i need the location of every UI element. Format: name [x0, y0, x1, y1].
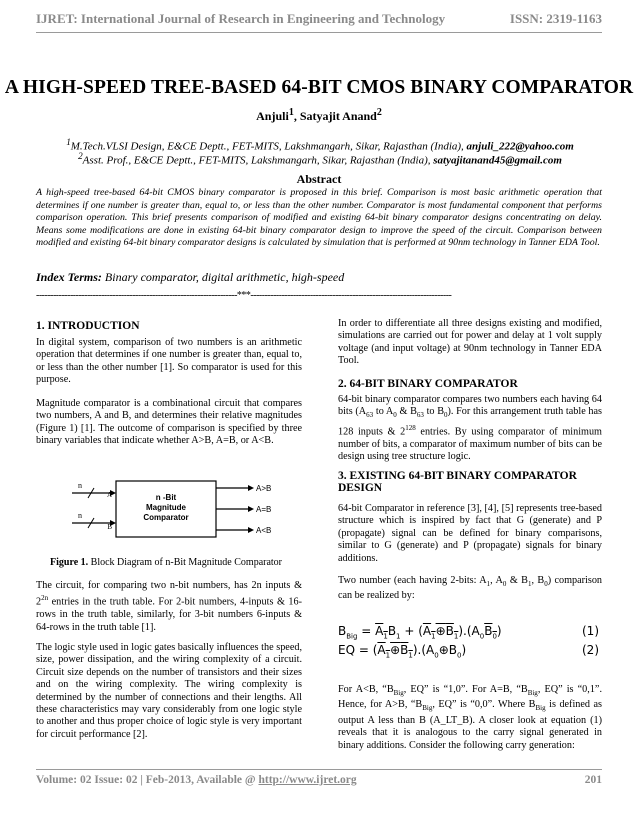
block-diagram-figure — [68, 475, 288, 545]
index-terms: Index Terms: Binary comparator, digital arithmetic, high-speed — [36, 270, 345, 284]
footer-rule — [36, 769, 602, 770]
box-line-3: Comparator — [143, 513, 189, 522]
paper-title: A HIGH-SPEED TREE-BASED 64-BIT CMOS BINARY COMPARATOR — [4, 77, 634, 98]
output-eq-arrow — [248, 506, 254, 512]
intro-paragraph-1: In digital system, comparison of two numbers is an arithmetic operation that determines if one number is greater than, equal to, or less than the other number [1]. So comparator is used for this purpose. — [36, 337, 302, 386]
section-3-heading: 3. EXISTING 64-BIT BINARY COMPARATOR DESIGN — [338, 470, 577, 494]
header-rule — [36, 32, 602, 33]
affiliation-1-sup: 1 — [66, 137, 71, 147]
author-1: Anjuli — [256, 109, 289, 123]
output-gt-arrow — [248, 485, 254, 491]
section-divider: -----------------------------------------------------------------------***----------------------------------------------------------------------- — [36, 290, 452, 301]
affiliation-2: $^2$Asst. Prof., E&CE Deptt., FET-MITS, Lakshmangarh, Sikar, Rajasthan (India), satyajitanand45@gmail.com — [78, 151, 562, 167]
index-terms-label: Index Terms: — [36, 270, 102, 284]
section-3-paragraph-2: Two number (each having 2-bits: $A_1$, $A_0$ & $B_1$, $B_0$) comparison can be realized by: — [338, 575, 603, 602]
author-1-sup: 1 — [288, 107, 294, 118]
input-a-label: A — [106, 491, 112, 499]
author-2: Satyajit Anand — [299, 109, 377, 123]
affiliation-1: $^1$M.Tech.VLSI Design, E&CE Deptt., FET-MITS, Lakshmangarh, Sikar, Rajasthan (India), anjuli_222@yahoo.com — [66, 137, 574, 153]
equation-2-number: (2) — [582, 643, 599, 657]
input-a-width: n — [78, 481, 82, 490]
output-lt-arrow — [248, 527, 254, 533]
intro-paragraph-2: Magnitude comparator is a combinational circuit that compares two numbers, A and B, and determines their relative magnitudes (Figure 1) [1]. The outcome of comparison is specified by three binary variables that indicate whether A>B, A=B, or A<B. — [36, 398, 302, 447]
input-b-label: B — [107, 523, 112, 531]
author-2-sup: 2 — [376, 107, 382, 118]
intro-heading: 1. INTRODUCTION — [36, 320, 140, 332]
abstract-text: A high-speed tree-based 64-bit CMOS binary comparator is proposed in this brief. Comparison is most basic arithmetic operation that determines if one number is greater than, equal to, or less than the other number. Comparator is most fundamental component that performs comparison operation. This brief presents comparison of modified and existing 64-bit binary comparator designs concentrating on delay. Means some modifications are done in existing 64-bit binary comparator design to improve the speed of the circuit. Comparison between modified and existing 64-bit binary comparator designs is calculated by simulation that is performed at 90nm technology in Tanner EDA Tool. — [36, 187, 602, 249]
journal-header: IJRET: International Journal of Research in Engineering and Technology — [36, 11, 446, 26]
output-lt-label: A<B — [256, 526, 272, 535]
right-paragraph-1: In order to differentiate all three designs existing and modified, simulations are carried out for power and delay at 1 volt supply voltage (and input voltage) at 90nm technology in Tanner EDA Tool. — [338, 318, 602, 367]
author-line — [0, 107, 638, 124]
journal-link[interactable]: http://www.ijret.org — [258, 774, 357, 786]
equation-1: $B_{Big} = A_1B_1$ + $(A_1\oplus B_1).(A_0B_0)$ — [338, 624, 502, 641]
output-eq-label: A=B — [256, 505, 272, 514]
author-separator: , — [293, 109, 300, 123]
section-3-paragraph-3: For A<B, “$B_{Big}$, EQ” is “1,0”. For A=B, “$B_{Big}$, EQ” is “0,1”. Hence, for A>B, “$B_{Big}$, EQ” is “0,0”. Where $B_{Big}$ is defined as output A less than B (A_LT_B). A closer look at equation (1) reveals that it is analogous to the carry signal generated in binary additions. Consider the following carry generation: — [338, 684, 603, 751]
superscript-2n: 2n — [41, 594, 49, 603]
box-line-2: Magnitude — [146, 503, 186, 512]
input-b-width: n — [78, 511, 82, 520]
affiliation-2-sup: 2 — [78, 151, 83, 161]
section-2-paragraph: 64-bit binary comparator compares two numbers each having 64 bits ($A_{63}$ to $A_0$ & $B_{63}$ to $B_0$). For this arrangement truth table has 128 inputs & $2^{128}$ entries. By using comparator of minimum number of bits, a comparator of maximum number of bits can be design using tree structure logic. — [338, 394, 602, 463]
abstract-heading: Abstract — [296, 172, 342, 186]
output-gt-label: A>B — [256, 484, 272, 493]
equation-1-number: (1) — [582, 624, 599, 638]
intro-paragraph-4: The logic style used in logic gates basically influences the speed, size, power dissipation, and the wiring complexity of a circuit. Circuit size depends on the number of transistors and their sizes and on the wiring complexity. The wiring complexity is determined by the number of connections and their lengths. All these characteristics may vary considerably from one logic style to another and thus proper choice of logic style is very important for circuit performance [2]. — [36, 642, 302, 740]
equation-2: EQ = $(A_1\oplus B_1).(A_0\oplus B_0)$ — [338, 643, 467, 660]
figure-caption-label: Figure 1. — [50, 557, 89, 568]
email-1[interactable]: anjuli_222@yahoo.com — [466, 140, 574, 153]
intro-paragraph-3: The circuit, for comparing two n-bit numbers, has 2n inputs & $2^{2n}$ entries in the truth table. For 2-bit numbers, 4-inputs & 16-rows in the truth table, similarly, for 3-bit numbers 6-inputs & 64-rows in the truth table [1]. — [36, 580, 302, 633]
section-2-heading: 2. 64-BIT BINARY COMPARATOR — [338, 378, 518, 390]
email-2[interactable]: satyajitanand45@gmail.com — [433, 154, 562, 167]
box-line-1: n -Bit — [155, 493, 177, 502]
footer-volume: Volume: 02 Issue: 02 | Feb-2013, Available @ http://www.ijret.org — [36, 774, 357, 786]
page-number: 201 — [584, 774, 602, 786]
issn-header: ISSN: 2319-1163 — [509, 11, 602, 26]
section-3-paragraph: 64-bit Comparator in reference [3], [4], [5] represents tree-based structure which is inspired by fact that G (generate) and P (propagate) signal can be defined for binary comparisons, similar to G (generate) and P (propagate) signals for binary additions. — [338, 503, 602, 564]
figure-caption: Figure 1. Block Diagram of n-Bit Magnitude Comparator — [50, 557, 283, 568]
